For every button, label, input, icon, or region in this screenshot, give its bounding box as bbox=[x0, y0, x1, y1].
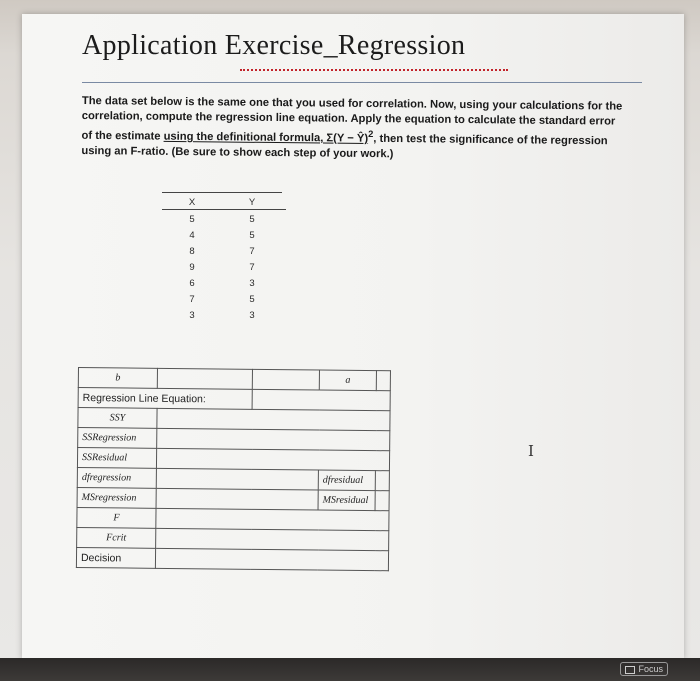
ss-regression-label: SSRegression bbox=[78, 428, 157, 449]
table-row: 6 3 bbox=[189, 277, 255, 289]
ms-residual-cell[interactable] bbox=[375, 491, 389, 511]
taskbar bbox=[0, 658, 700, 681]
ssy-label: SSY bbox=[78, 408, 157, 429]
f-cell[interactable] bbox=[156, 508, 389, 530]
decision-label: Decision bbox=[76, 547, 155, 568]
ss-residual-label: SSResidual bbox=[77, 448, 156, 469]
y-header: Y bbox=[248, 197, 256, 208]
regression-equation-cell[interactable] bbox=[252, 389, 390, 410]
a-label: a bbox=[319, 370, 376, 391]
document-page bbox=[22, 14, 684, 659]
x-header: X bbox=[188, 197, 196, 208]
df-regression-cell[interactable] bbox=[156, 468, 318, 490]
b-label: b bbox=[78, 368, 157, 389]
df-regression-label: dfregression bbox=[77, 467, 156, 488]
df-residual-label: dfresidual bbox=[318, 470, 375, 491]
document-title: Application Exercise_Regression bbox=[82, 30, 466, 61]
f-label: F bbox=[77, 507, 156, 528]
ms-residual-label: MSresidual bbox=[318, 490, 375, 511]
table-row: 7 5 bbox=[189, 293, 255, 305]
f-crit-label: Fcrit bbox=[77, 527, 156, 548]
blank-cell bbox=[252, 369, 319, 390]
xy-data-table bbox=[162, 192, 286, 323]
spellcheck-underline bbox=[240, 66, 508, 71]
formula-underlined: using the definitional formula, Σ(Y − Ŷ) bbox=[163, 130, 369, 145]
table-row: 5 5 bbox=[189, 213, 255, 225]
focus-icon bbox=[625, 666, 635, 674]
f-crit-cell[interactable] bbox=[156, 528, 389, 550]
decision-cell[interactable] bbox=[155, 548, 388, 570]
df-residual-cell[interactable] bbox=[375, 471, 389, 491]
focus-button[interactable]: Focus bbox=[620, 662, 668, 676]
ss-regression-cell[interactable] bbox=[157, 428, 390, 450]
ms-regression-label: MSregression bbox=[77, 487, 156, 508]
ss-residual-cell[interactable] bbox=[156, 448, 389, 470]
title-divider bbox=[82, 82, 642, 83]
instructions-paragraph: The data set below is the same one that you used for correlation. Now, using your calculations for the correlation, compute the regression line equation. Apply the equation to calculate the standard error of the estimate using the definitional formula, Σ(Y − Ŷ)$^2$, then test the significance of the regression using an F-ratio. (Be sure to show each step of your work.) bbox=[81, 94, 623, 160]
table-row: 8 7 bbox=[189, 245, 255, 257]
text-cursor-icon: I bbox=[528, 442, 534, 460]
b-answer-cell[interactable] bbox=[157, 368, 252, 389]
a-answer-cell[interactable] bbox=[376, 371, 390, 391]
table-row: 3 3 bbox=[189, 309, 255, 321]
answer-table bbox=[76, 367, 391, 571]
ssy-cell[interactable] bbox=[157, 408, 390, 430]
table-row: 4 5 bbox=[189, 229, 255, 241]
ms-regression-cell[interactable] bbox=[156, 488, 318, 510]
table-row: 9 7 bbox=[189, 261, 255, 273]
regression-equation-label: Regression Line Equation: bbox=[78, 388, 252, 410]
